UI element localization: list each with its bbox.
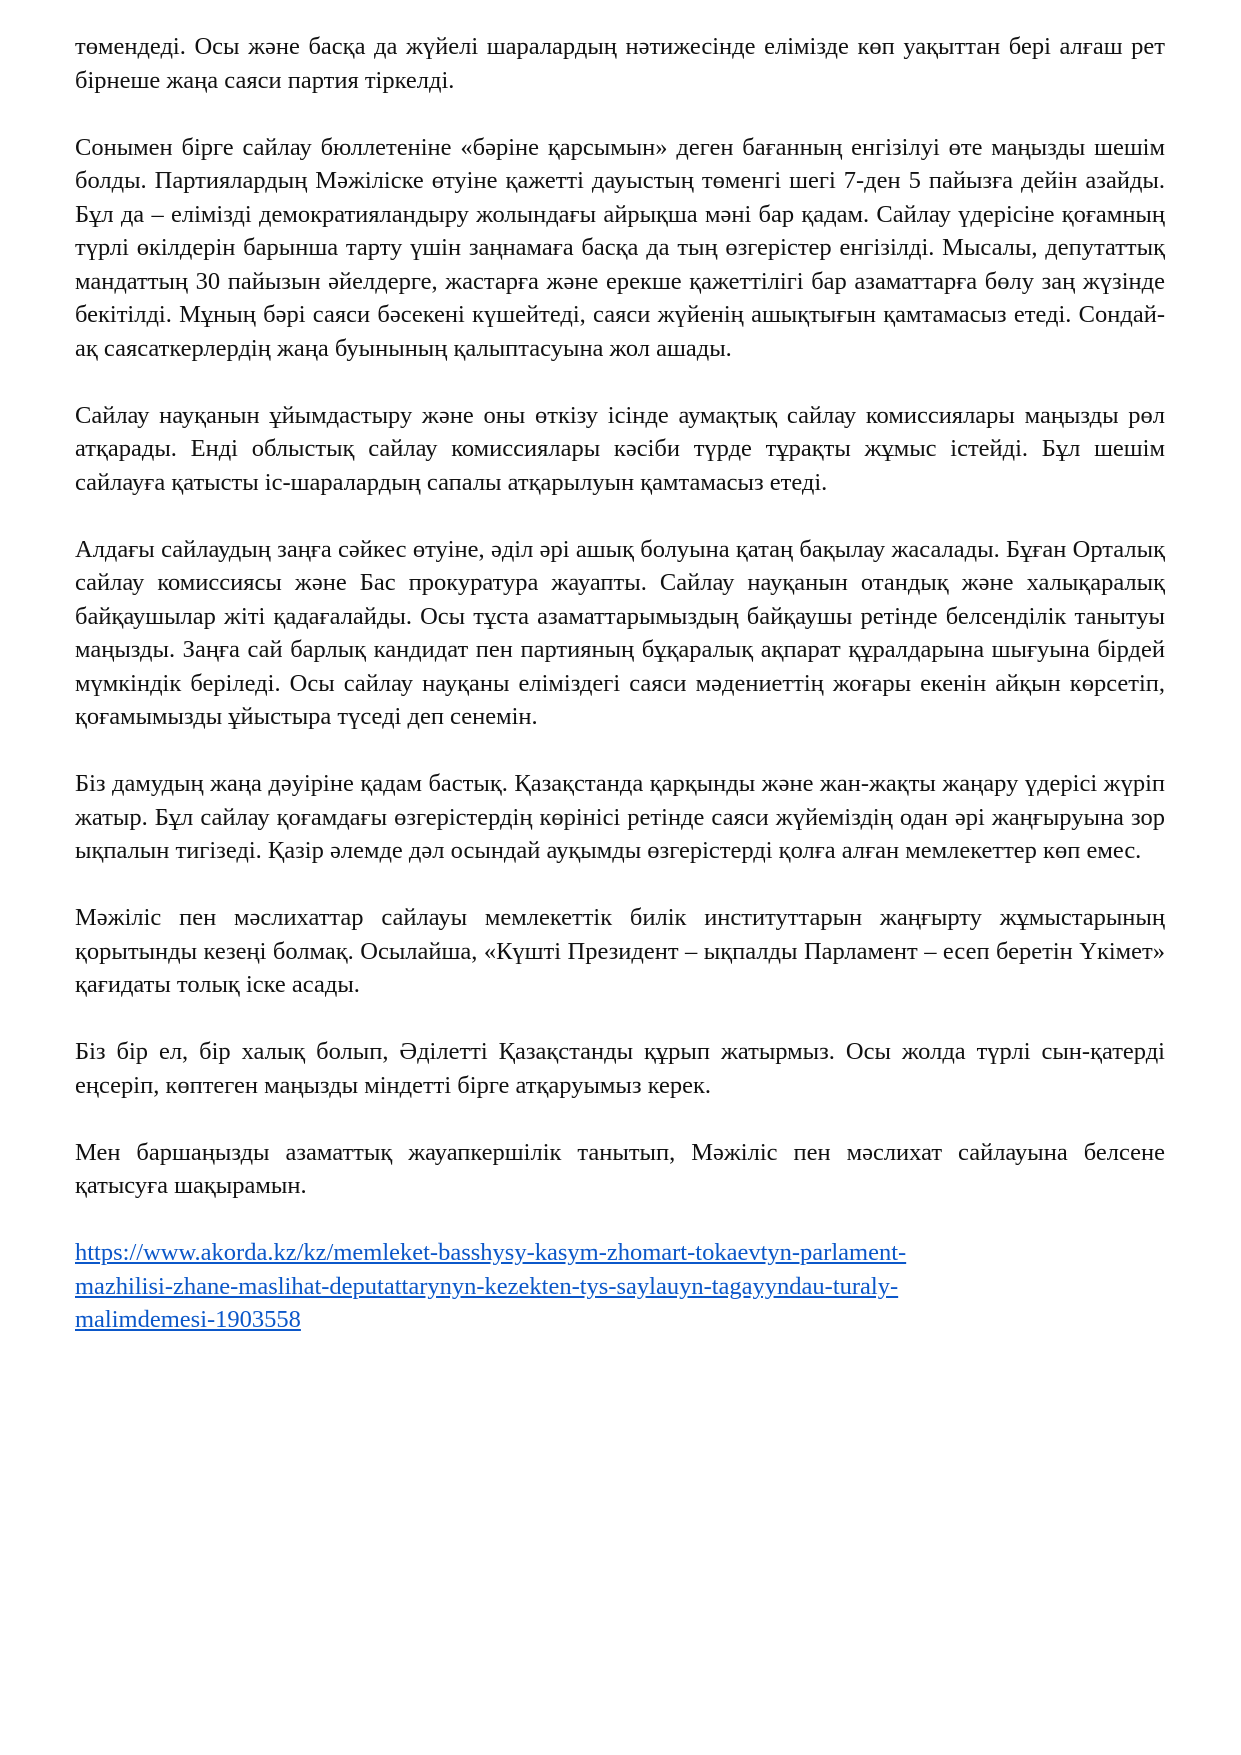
source-link-line-2[interactable]: mazhilisi-zhane-maslihat-deputattarynyn-kezekten-tys-saylauyn-tagayyndau-turaly- xyxy=(75,1272,899,1300)
paragraph-6: Мәжіліс пен мәслихаттар сайлауы мемлекеттік билік институттарын жаңғырту жұмыстарының қорытынды кезеңі болмақ. Осылайша, «Күшті Президент – ықпалды Парламент – есеп беретін Үкімет» қағидаты толық іске асады. xyxy=(75,904,1165,998)
paragraph-1: төмендеді. Осы және басқа да жүйелі шаралардың нәтижесінде елімізде көп уақыттан бері алғаш рет бірнеше жаңа саяси партия тіркелді. xyxy=(75,33,1165,94)
source-link-line-1[interactable]: https://www.akorda.kz/kz/memleket-basshysy-kasym-zhomart-tokaevtyn-parlament- xyxy=(75,1239,907,1266)
paragraph-2: Сонымен бірге сайлау бюллетеніне «бәріне қарсымын» деген бағанның енгізілуі өте маңызды шешім болды. Партиялардың Мәжіліске өтуіне қажетті дауыстың төменгі шегі 7-ден 5 пайызға дейін азайды. Бұл да – елімізді демократияландыру жолындағы айрықша мәні бар қадам. Сайлау үдерісіне қоғамның түрлі өкілдерін барынша тарту үшін заңнамаға басқа да тың өзгерістер енгізілді. Мысалы, депутаттық мандаттың 30 пайызын әйелдерге, жастарға және ерекше қажеттілігі бар азаматтарға бөлу заң жүзінде бекітілді. Мұның бәрі саяси бәсекені күшейтеді, саяси жүйенің ашықтығын қамтамасыз етеді. Сондай-ақ саясаткерлердің жаңа буынының қалыптасуына жол ашады. xyxy=(75,133,1165,362)
paragraph-7: Біз бір ел, бір халық болып, Әділетті Қазақстанды құрып жатырмыз. Осы жолда түрлі сын-қатерді еңсеріп, көптеген маңызды міндетті бірге атқаруымыз керек. xyxy=(75,1038,1165,1099)
source-link-line-3[interactable]: malimdemesi-1903558 xyxy=(75,1306,301,1333)
paragraph-5: Біз дамудың жаңа дәуіріне қадам бастық. Қазақстанда қарқынды және жан-жақты жаңару үдерісі жүріп жатыр. Бұл сайлау қоғамдағы өзгерістердің көрінісі ретінде саяси жүйеміздің одан әрі жаңғыруына зор ықпалын тигізеді. Қазір әлемде дәл осындай ауқымды өзгерістерді қолға алған мемлекеттер көп емес. xyxy=(75,770,1165,864)
paragraph-4: Алдағы сайлаудың заңға сәйкес өтуіне, әділ әрі ашық болуына қатаң бақылау жасалады. Бұған Орталық сайлау комиссиясы және Бас прокуратура жауапты. Сайлау науқанын отандық және халықаралық байқаушылар жіті қадағалайды. Осы тұста азаматтарымыздың байқаушы ретінде белсенділік танытуы маңызды. Заңға сай барлық кандидат пен партияның бұқаралық ақпарат құралдарына шығуына бірдей мүмкіндік беріледі. Осы сайлау науқаны еліміздегі саяси мәдениеттің жоғары екенін айқын көрсетіп, қоғамымызды ұйыстыра түседі деп сенемін. xyxy=(75,535,1165,730)
paragraph-3: Сайлау науқанын ұйымдастыру және оны өткізу ісінде аумақтық сайлау комиссиялары маңызды рөл атқарады. Енді облыстық сайлау комиссиялары кәсіби түрде тұрақты жұмыс істейді. Бұл шешім сайлауға қатысты іс-шаралардың сапалы атқарылуын қамтамасыз етеді. xyxy=(75,401,1165,496)
source-link-block xyxy=(75,1236,1165,1337)
document-page xyxy=(75,30,1165,1337)
source-link[interactable] xyxy=(75,1239,906,1333)
paragraph-8: Мен баршаңызды азаматтық жауапкершілік танытып, Мәжіліс пен мәслихат сайлауына белсене қатысуға шақырамын. xyxy=(75,1138,1165,1199)
